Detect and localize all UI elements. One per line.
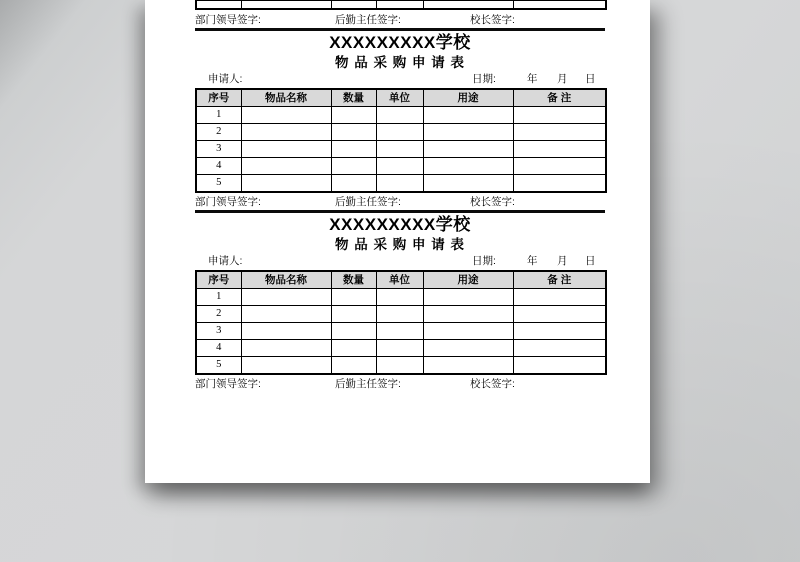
empty-cell xyxy=(513,175,606,193)
row-number: 2 xyxy=(196,124,241,141)
empty-cell xyxy=(513,289,606,306)
signature-logistics-director-label: 后勤主任签字: xyxy=(335,196,401,208)
empty-cell xyxy=(376,107,423,124)
col-header-purpose: 用途 xyxy=(423,271,513,289)
col-header-item-name: 物品名称 xyxy=(241,89,331,107)
empty-cell xyxy=(241,158,331,175)
empty-cell xyxy=(376,1,423,10)
table-row xyxy=(196,323,606,340)
col-header-remarks: 备 注 xyxy=(513,89,606,107)
empty-cell xyxy=(423,158,513,175)
empty-cell xyxy=(513,340,606,357)
empty-cell xyxy=(423,340,513,357)
empty-cell xyxy=(331,141,376,158)
previous-table-remnant xyxy=(195,0,607,10)
table-row xyxy=(196,124,606,141)
school-title: XXXXXXXXX学校 xyxy=(329,33,471,52)
empty-cell xyxy=(331,124,376,141)
empty-cell xyxy=(513,323,606,340)
empty-cell xyxy=(241,357,331,375)
empty-cell xyxy=(376,306,423,323)
empty-cell xyxy=(513,158,606,175)
empty-cell xyxy=(423,124,513,141)
section-divider xyxy=(195,28,605,31)
empty-cell xyxy=(241,289,331,306)
empty-cell xyxy=(241,323,331,340)
day-label: 日 xyxy=(585,73,596,85)
empty-cell xyxy=(423,1,513,10)
purchase-request-table xyxy=(195,270,607,375)
empty-cell xyxy=(376,175,423,193)
empty-cell xyxy=(331,289,376,306)
month-label: 月 xyxy=(557,73,568,85)
empty-cell xyxy=(513,357,606,375)
empty-cell xyxy=(241,306,331,323)
signature-row xyxy=(195,196,605,208)
empty-cell xyxy=(423,175,513,193)
empty-cell xyxy=(376,289,423,306)
table-row xyxy=(196,306,606,323)
form-title: 物 品 采 购 申 请 表 xyxy=(334,55,465,70)
empty-cell xyxy=(423,141,513,158)
empty-cell xyxy=(423,289,513,306)
table-row xyxy=(196,158,606,175)
empty-cell xyxy=(376,124,423,141)
empty-cell xyxy=(241,141,331,158)
signature-row xyxy=(195,14,605,26)
row-number: 1 xyxy=(196,107,241,124)
col-header-unit: 单位 xyxy=(376,89,423,107)
empty-cell xyxy=(241,1,331,10)
table-row xyxy=(196,357,606,375)
day-label: 日 xyxy=(585,255,596,267)
form-slot-1 xyxy=(195,33,605,208)
empty-cell xyxy=(513,141,606,158)
purchase-form-section xyxy=(195,33,605,208)
row-number: 5 xyxy=(196,357,241,375)
empty-cell xyxy=(331,1,376,10)
col-header-index: 序号 xyxy=(196,89,241,107)
section-divider xyxy=(195,210,605,213)
applicant-label: 申请人: xyxy=(208,73,243,85)
col-header-index: 序号 xyxy=(196,271,241,289)
purchase-form-section xyxy=(195,215,605,390)
empty-cell xyxy=(376,340,423,357)
empty-cell xyxy=(241,340,331,357)
year-label: 年 xyxy=(527,73,538,85)
col-header-remarks: 备 注 xyxy=(513,271,606,289)
empty-cell xyxy=(331,323,376,340)
form-info-row xyxy=(195,255,605,268)
empty-cell xyxy=(423,107,513,124)
empty-cell xyxy=(331,306,376,323)
empty-cell xyxy=(331,158,376,175)
table-row xyxy=(196,175,606,193)
document-page xyxy=(145,0,650,483)
empty-cell xyxy=(513,1,606,10)
empty-cell xyxy=(331,175,376,193)
signature-dept-leader-label: 部门领导签字: xyxy=(195,196,261,208)
form-title: 物 品 采 购 申 请 表 xyxy=(334,237,465,252)
year-label: 年 xyxy=(527,255,538,267)
empty-cell xyxy=(513,306,606,323)
row-number: 3 xyxy=(196,141,241,158)
empty-cell xyxy=(241,175,331,193)
empty-cell xyxy=(331,107,376,124)
signature-row xyxy=(195,378,605,390)
school-title: XXXXXXXXX学校 xyxy=(329,215,471,234)
table-header-row xyxy=(196,271,606,289)
signature-dept-leader-label: 部门领导签字: xyxy=(195,378,261,390)
table-row xyxy=(196,340,606,357)
signature-logistics-director-label: 后勤主任签字: xyxy=(335,378,401,390)
signature-dept-leader-label: 部门领导签字: xyxy=(195,14,261,26)
empty-cell xyxy=(241,107,331,124)
date-label: 日期: xyxy=(472,255,496,267)
row-number: 4 xyxy=(196,158,241,175)
col-header-quantity: 数量 xyxy=(331,89,376,107)
table-row xyxy=(196,107,606,124)
form-slot-2 xyxy=(195,215,605,390)
empty-cell xyxy=(331,357,376,375)
col-header-unit: 单位 xyxy=(376,271,423,289)
empty-cell xyxy=(513,107,606,124)
table-row xyxy=(196,141,606,158)
signature-principal-label: 校长签字: xyxy=(470,378,515,390)
empty-cell xyxy=(196,1,241,10)
form-info-row xyxy=(195,73,605,86)
table-row xyxy=(196,289,606,306)
col-header-item-name: 物品名称 xyxy=(241,271,331,289)
col-header-purpose: 用途 xyxy=(423,89,513,107)
row-number: 4 xyxy=(196,340,241,357)
signature-principal-label: 校长签字: xyxy=(470,196,515,208)
row-number: 2 xyxy=(196,306,241,323)
empty-cell xyxy=(423,306,513,323)
empty-cell xyxy=(423,357,513,375)
empty-cell xyxy=(241,124,331,141)
row-number: 1 xyxy=(196,289,241,306)
empty-cell xyxy=(376,158,423,175)
applicant-label: 申请人: xyxy=(208,255,243,267)
date-label: 日期: xyxy=(472,73,496,85)
empty-cell xyxy=(376,357,423,375)
table-header-row xyxy=(196,89,606,107)
empty-cell xyxy=(376,323,423,340)
row-number: 5 xyxy=(196,175,241,193)
empty-cell xyxy=(376,141,423,158)
empty-cell xyxy=(423,323,513,340)
empty-cell xyxy=(331,340,376,357)
month-label: 月 xyxy=(557,255,568,267)
purchase-request-table xyxy=(195,88,607,193)
signature-logistics-director-label: 后勤主任签字: xyxy=(335,14,401,26)
table-row xyxy=(196,1,606,10)
col-header-quantity: 数量 xyxy=(331,271,376,289)
signature-principal-label: 校长签字: xyxy=(470,14,515,26)
empty-cell xyxy=(513,124,606,141)
row-number: 3 xyxy=(196,323,241,340)
